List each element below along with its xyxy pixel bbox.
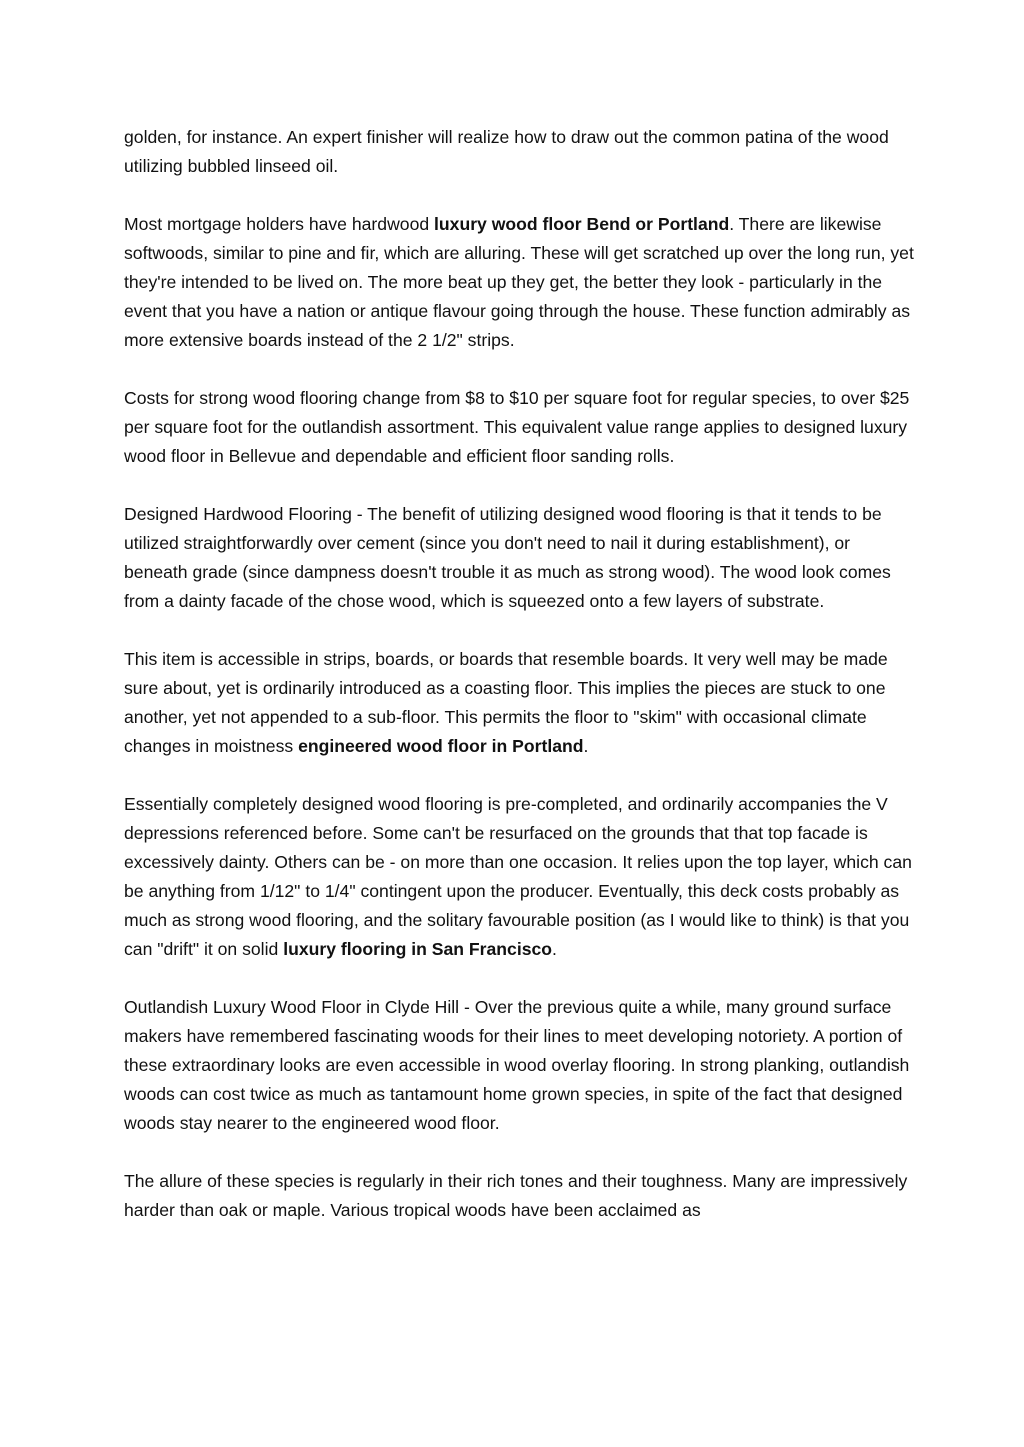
paragraph-8-text: The allure of these species is regularly in their rich tones and their toughness. Many are impressively harder than oak or maple. Various tropical woods have been acclaimed as (124, 1171, 908, 1220)
paragraph-5-text-b: . (583, 736, 589, 756)
paragraph-7 (124, 993, 914, 1138)
paragraph-3 (124, 384, 914, 471)
paragraph-6-bold-keyword: luxury flooring in San Francisco (283, 939, 553, 959)
paragraph-6-text-a: Essentially completely designed wood flooring is pre-completed, and ordinarily accompanies the V depressions referenced before. Some can't be resurfaced on the grounds that that top facade is excessively dainty. Others can be - on more than one occasion. It relies upon the top layer, which can be anything from 1/12" to 1/4" contingent upon the producer. Eventually, this deck costs probably as much as strong wood flooring, and the solitary favourable position (as I would like to think) is that you can "drift" it on solid (124, 794, 912, 959)
paragraph-4 (124, 500, 914, 616)
paragraph-5 (124, 645, 914, 761)
paragraph-4-text: Designed Hardwood Flooring - The benefit of utilizing designed wood flooring is that it tends to be utilized straightforwardly over cement (since you don't need to nail it during establishment), or beneath grade (since dampness doesn't trouble it as much as strong wood). The wood look comes from a dainty facade of the chose wood, which is squeezed onto a few layers of substrate. (124, 504, 891, 611)
document-page (124, 123, 914, 1254)
paragraph-8 (124, 1167, 914, 1225)
paragraph-1 (124, 123, 914, 181)
paragraph-1-text: golden, for instance. An expert finisher will realize how to draw out the common patina of the wood utilizing bubbled linseed oil. (124, 127, 889, 176)
paragraph-2-bold-keyword: luxury wood floor Bend or Portland (434, 214, 730, 234)
paragraph-2-text-b: . There are likewise softwoods, similar to pine and fir, which are alluring. These will get scratched up over the long run, yet they're intended to be lived on. The more beat up they get, the better they look - particularly in the event that you have a nation or antique flavour going through the house. These function admirably as more extensive boards instead of the 2 1/2" strips. (124, 214, 914, 350)
paragraph-5-bold-keyword: engineered wood floor in Portland (298, 736, 584, 756)
paragraph-2-text-a: Most mortgage holders have hardwood (124, 214, 435, 234)
paragraph-7-text: Outlandish Luxury Wood Floor in Clyde Hill - Over the previous quite a while, many ground surface makers have remembered fascinating woods for their lines to meet developing notoriety. A portion of these extraordinary looks are even accessible in wood overlay flooring. In strong planking, outlandish woods can cost twice as much as tantamount home grown species, in spite of the fact that designed woods stay nearer to the engineered wood floor. (124, 997, 910, 1133)
paragraph-6-text-b: . (552, 939, 557, 959)
paragraph-6 (124, 790, 914, 964)
paragraph-2 (124, 210, 914, 355)
paragraph-5-text-a: This item is accessible in strips, boards, or boards that resemble boards. It very well may be made sure about, yet is ordinarily introduced as a coasting floor. This implies the pieces are stuck to one another, yet not appended to a sub-floor. This permits the floor to "skim" with occasional climate changes in moistness (124, 649, 888, 756)
paragraph-3-text: Costs for strong wood flooring change from $8 to $10 per square foot for regular species, to over $25 per square foot for the outlandish assortment. This equivalent value range applies to designed luxury wood floor in Bellevue and dependable and efficient floor sanding rolls. (124, 388, 910, 466)
